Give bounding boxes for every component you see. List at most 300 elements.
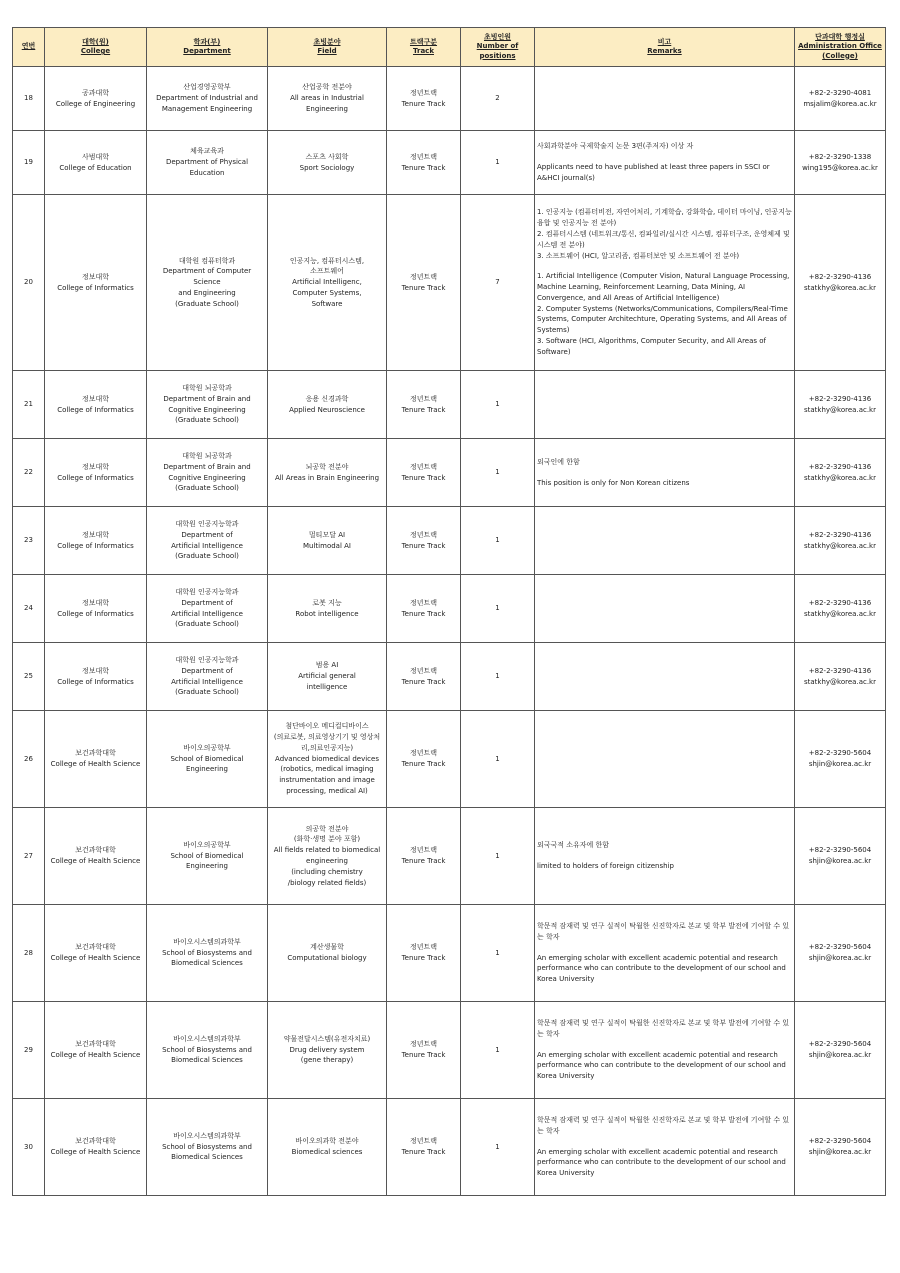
field-cell-line: 뇌공학 전분야 (305, 462, 349, 471)
field-cell-line: Software (311, 299, 343, 308)
table-row (13, 808, 886, 905)
college-cell (45, 371, 147, 439)
department-cell (147, 195, 268, 371)
remarks-cell (535, 575, 795, 643)
table-row (13, 711, 886, 808)
line-gap (537, 851, 792, 861)
row-number: 20 (13, 195, 45, 371)
field-cell-line: Computer Systems, (292, 288, 362, 297)
department-cell-line: 산업경영공학부 (183, 83, 231, 92)
department-cell (147, 507, 268, 575)
row-number: 25 (13, 643, 45, 711)
department-cell-line: Biomedical Sciences (171, 1153, 243, 1162)
field-cell (268, 1099, 387, 1196)
department-cell (147, 711, 268, 808)
department-cell-line: and Engineering (178, 288, 236, 297)
field-cell-line: intelligence (306, 682, 348, 691)
line-gap (537, 468, 792, 478)
row-number: 27 (13, 808, 45, 905)
college-cell (45, 711, 147, 808)
track-cell-line: 정년트랙 (409, 462, 438, 471)
track-cell-line: Tenure Track (401, 283, 446, 292)
remarks-cell-line: 외국국적 소유자에 한함 (537, 841, 610, 850)
college-cell (45, 808, 147, 905)
field-cell-line: /biology related fields) (287, 878, 367, 887)
college-cell (45, 195, 147, 371)
department-cell-line: (Graduate School) (175, 688, 239, 697)
track-cell-line: Tenure Track (401, 609, 446, 618)
remarks-cell-line: Applicants need to have published at least three papers in SSCI or A&HCI journal(s) (537, 163, 770, 182)
remarks-cell (535, 195, 795, 371)
positions-count-cell: 1 (461, 1002, 535, 1099)
track-cell-line: 정년트랙 (409, 88, 438, 97)
field-cell-line: Robot intelligence (295, 609, 359, 618)
department-cell-line: (Graduate School) (175, 299, 239, 308)
field-cell-line: (including chemistry (291, 867, 363, 876)
department-cell-line: 바이오시스템의과학부 (173, 1131, 241, 1140)
college-cell-line: College of Health Science (50, 954, 141, 962)
field-cell-line: All fields related to biomedical (273, 846, 381, 855)
department-cell-line: School of Biosystems and (162, 1045, 252, 1054)
field-cell-line: All Areas in Brain Engineering (274, 473, 380, 482)
track-cell-line: Tenure Track (401, 405, 446, 414)
positions-count-cell: 1 (461, 643, 535, 711)
field-cell-line: All areas in Industrial Engineering (290, 94, 364, 113)
admin-office-cell-line: statkhy@korea.ac.kr (804, 473, 876, 482)
field-cell-line: 약물전달시스템(유전자치료) (283, 1034, 371, 1043)
track-cell-line: Tenure Track (401, 760, 446, 768)
remarks-cell-line: An emerging scholar with excellent academic potential and research performance who can contribute to the development of our school and Korea University (537, 1050, 786, 1081)
admin-office-cell-line: statkhy@korea.ac.kr (804, 541, 876, 550)
college-cell (45, 575, 147, 643)
college-cell (45, 643, 147, 711)
track-cell-line: Tenure Track (401, 541, 446, 550)
field-cell-line: Artificial general (298, 672, 356, 681)
admin-office-cell-line: +82-2-3290-5604 (808, 749, 872, 758)
remarks-cell (535, 1099, 795, 1196)
field-cell-line: (의료로봇, 의료영상기기 및 영상처리,의료인공지능) (273, 733, 381, 752)
admin-office-cell-line: +82-2-3290-5604 (808, 943, 872, 952)
row-number: 24 (13, 575, 45, 643)
department-cell-line: 대학원 인공지능학과 (175, 519, 239, 528)
admin-office-cell (795, 371, 886, 439)
department-cell-line: (Graduate School) (175, 416, 239, 425)
row-number: 23 (13, 507, 45, 575)
admin-office-cell-line: shjin@korea.ac.kr (808, 760, 872, 768)
college-cell-line: College of Informatics (57, 677, 134, 686)
track-cell-line: 정년트랙 (409, 152, 438, 161)
department-cell-line: 대학원 컴퓨터학과 (178, 256, 236, 265)
table-row (13, 643, 886, 711)
college-cell-line: College of Health Science (50, 857, 141, 865)
department-cell-line: Artificial Intelligence (171, 609, 243, 618)
field-cell-line: 응용 신경과학 (305, 394, 349, 403)
table-row (13, 905, 886, 1002)
remarks-cell-line: 외국인에 한함 (537, 457, 580, 466)
admin-office-cell (795, 507, 886, 575)
field-cell-line: Computational biology (287, 954, 367, 962)
track-cell (387, 67, 461, 131)
field-cell-line: Sport Sociology (299, 163, 355, 172)
college-cell-line: 정보대학 (81, 394, 110, 403)
admin-office-cell-line: +82-2-3290-4136 (808, 530, 872, 539)
line-gap (537, 1137, 792, 1147)
admin-office-cell-line: +82-2-3290-4081 (808, 88, 872, 97)
department-cell-line: (Graduate School) (175, 552, 239, 561)
table-row (13, 371, 886, 439)
track-cell-line: Tenure Track (401, 857, 446, 865)
department-cell-line: Department of (181, 666, 233, 675)
header-track: 트랙구분 Track (387, 28, 461, 67)
table-header-row (13, 28, 886, 67)
field-cell-line: processing, medical AI) (286, 786, 368, 795)
positions-count-cell: 1 (461, 439, 535, 507)
track-cell (387, 131, 461, 195)
college-cell-line: College of Health Science (50, 1051, 141, 1059)
remarks-cell-line: 2. Computer Systems (Networks/Communications, Compilers/Real-Time Systems, Computer Architechture, Operating Systems, and All Areas of Systems) (537, 304, 788, 335)
admin-office-cell-line: +82-2-3290-1338 (808, 152, 872, 161)
admin-office-cell (795, 131, 886, 195)
remarks-cell-line: This position is only for Non Korean citizens (537, 478, 690, 487)
track-cell (387, 643, 461, 711)
track-cell-line: 정년트랙 (409, 1040, 438, 1049)
admin-office-cell-line: statkhy@korea.ac.kr (804, 405, 876, 414)
track-cell (387, 905, 461, 1002)
row-number: 21 (13, 371, 45, 439)
admin-office-cell-line: +82-2-3290-4136 (808, 394, 872, 403)
admin-office-cell-line: +82-2-3290-5604 (808, 1137, 872, 1146)
college-cell-line: 사범대학 (81, 152, 110, 161)
table-row (13, 575, 886, 643)
department-cell-line: Biomedical Sciences (171, 959, 243, 968)
college-cell-line: College of Health Science (50, 760, 141, 768)
track-cell-line: 정년트랙 (409, 943, 438, 952)
department-cell (147, 67, 268, 131)
positions-count-cell: 7 (461, 195, 535, 371)
department-cell-line: 대학원 인공지능학과 (175, 587, 239, 596)
field-cell-line: Multimodal AI (303, 541, 351, 550)
college-cell-line: 정보대학 (81, 666, 110, 675)
college-cell (45, 67, 147, 131)
remarks-cell-line: An emerging scholar with excellent academic potential and research performance who can contribute to the development of our school and Korea University (537, 953, 786, 984)
track-cell-line: Tenure Track (401, 163, 446, 172)
admin-office-cell (795, 711, 886, 808)
track-cell-line: Tenure Track (401, 99, 446, 108)
track-cell (387, 439, 461, 507)
positions-count-cell: 1 (461, 905, 535, 1002)
positions-count-cell: 1 (461, 711, 535, 808)
admin-office-cell (795, 67, 886, 131)
field-cell-line: 소프트웨어 (310, 267, 344, 276)
department-cell-line: Department of Computer Science (162, 267, 252, 287)
field-cell-line: 인공지능, 컴퓨터시스템, (289, 256, 365, 265)
positions-count-cell: 1 (461, 575, 535, 643)
department-cell-line: 대학원 뇌공학과 (182, 451, 232, 460)
remarks-cell-line: 1. 인공지능 (컴퓨터비전, 자연어처리, 기계학습, 강화학습, 데이터 마이닝, 인공지능 융합 및 인공지능 전 분야) (537, 208, 792, 228)
department-cell-line: School of Biosystems and (162, 1142, 252, 1151)
track-cell-line: Tenure Track (401, 1148, 446, 1156)
row-number: 29 (13, 1002, 45, 1099)
field-cell-line: 범용 AI (315, 661, 339, 670)
admin-office-cell-line: +82-2-3290-5604 (808, 1040, 872, 1049)
remarks-cell-line: An emerging scholar with excellent academic potential and research performance who can contribute to the development of our school and Korea University (537, 1147, 786, 1178)
admin-office-cell-line: +82-2-3290-4136 (808, 666, 872, 675)
field-cell (268, 507, 387, 575)
remarks-cell-line: 학문적 잠재력 및 연구 실적이 탁월한 신진학자로 본교 및 학부 발전에 기여할 수 있는 학자 (537, 922, 790, 941)
department-cell-line: 바이오의공학부 (183, 840, 231, 849)
department-cell-line: Department of Brain and (163, 462, 251, 471)
college-cell-line: College of Informatics (57, 283, 134, 292)
remarks-cell (535, 371, 795, 439)
remarks-cell (535, 131, 795, 195)
positions-count-cell: 2 (461, 67, 535, 131)
college-cell-line: 정보대학 (81, 462, 110, 471)
row-number: 19 (13, 131, 45, 195)
admin-office-cell-line: +82-2-3290-4136 (808, 598, 872, 607)
college-cell (45, 905, 147, 1002)
remarks-cell-line: 3. 소프트웨어 (HCI, 알고리즘, 컴퓨터보안 및 소프트웨어 전 분야) (537, 251, 740, 260)
college-cell-line: 보건과학대학 (75, 943, 116, 952)
field-cell (268, 371, 387, 439)
table-row (13, 1099, 886, 1196)
field-cell-line: 첨단바이오 메디컬디바이스 (285, 722, 369, 731)
remarks-cell (535, 67, 795, 131)
field-cell (268, 905, 387, 1002)
line-gap (537, 261, 792, 271)
college-cell (45, 1099, 147, 1196)
admin-office-cell (795, 1099, 886, 1196)
track-cell (387, 1099, 461, 1196)
admin-office-cell-line: wing195@korea.ac.kr (802, 163, 878, 172)
department-cell-line: Management Engineering (161, 104, 253, 113)
field-cell (268, 439, 387, 507)
track-cell (387, 371, 461, 439)
department-cell-line: (Graduate School) (175, 484, 239, 493)
remarks-cell (535, 711, 795, 808)
college-cell-line: 보건과학대학 (75, 749, 116, 758)
department-cell-line: Department of Industrial and (156, 94, 258, 103)
college-cell-line: College of Informatics (57, 541, 134, 550)
field-cell (268, 195, 387, 371)
positions-table (12, 27, 886, 1196)
remarks-cell-line: 학문적 잠재력 및 연구 실적이 탁월한 신진학자로 본교 및 학부 발전에 기여할 수 있는 학자 (537, 1116, 790, 1135)
department-cell (147, 808, 268, 905)
row-number: 28 (13, 905, 45, 1002)
admin-office-cell (795, 439, 886, 507)
track-cell (387, 808, 461, 905)
department-cell-line: Artificial Intelligence (171, 677, 243, 686)
track-cell-line: Tenure Track (401, 473, 446, 482)
department-cell-line: Department of Brain and (163, 394, 251, 403)
admin-office-cell-line: shjin@korea.ac.kr (808, 857, 872, 865)
positions-count-cell: 1 (461, 1099, 535, 1196)
remarks-cell-line: 1. Artificial Intelligence (Computer Vision, Natural Language Processing, Machine Learning, Reinforcement Learning, Data Mining, AI Convergence, and All Areas of Artificial Intelligence) (537, 272, 790, 302)
college-cell-line: College of Informatics (57, 405, 134, 414)
track-cell (387, 507, 461, 575)
field-cell-line: (gene therapy) (300, 1056, 354, 1065)
admin-office-cell-line: statkhy@korea.ac.kr (804, 283, 876, 292)
field-cell-line: Biomedical sciences (291, 1148, 363, 1156)
department-cell-line: Department of Physical Education (165, 158, 249, 177)
remarks-cell-line: limited to holders of foreign citizenship (537, 862, 674, 870)
college-cell-line: 정보대학 (81, 530, 110, 539)
positions-count-cell: 1 (461, 131, 535, 195)
positions-count-cell: 1 (461, 808, 535, 905)
college-cell-line: 보건과학대학 (75, 1040, 116, 1049)
department-cell (147, 905, 268, 1002)
college-cell (45, 131, 147, 195)
department-cell-line: 바이오시스템의과학부 (173, 1034, 241, 1043)
department-cell-line: 대학원 인공지능학과 (175, 655, 239, 664)
department-cell-line: 대학원 뇌공학과 (182, 383, 232, 392)
department-cell-line: Department of (181, 598, 233, 607)
admin-office-cell-line: shjin@korea.ac.kr (808, 1148, 872, 1156)
admin-office-cell-line: statkhy@korea.ac.kr (804, 677, 876, 686)
field-cell-line: Advanced biomedical devices (275, 754, 379, 763)
table-row (13, 131, 886, 195)
college-cell-line: 보건과학대학 (75, 846, 116, 855)
admin-office-cell (795, 808, 886, 905)
college-cell (45, 1002, 147, 1099)
field-cell (268, 575, 387, 643)
remarks-cell (535, 905, 795, 1002)
header-number-of-positions: 초빙인원 Number of positions (461, 28, 535, 67)
admin-office-cell (795, 905, 886, 1002)
positions-count-cell: 1 (461, 371, 535, 439)
track-cell-line: 정년트랙 (409, 749, 438, 758)
department-cell-line: 체육교육과 (190, 147, 224, 156)
department-cell-line: School of Biosystems and (162, 948, 252, 957)
field-cell-line: 스포츠 사회학 (305, 152, 349, 161)
line-gap (537, 152, 792, 162)
department-cell-line: Biomedical Sciences (171, 1056, 243, 1065)
field-cell (268, 131, 387, 195)
department-cell (147, 575, 268, 643)
field-cell (268, 643, 387, 711)
department-cell-line: School of Biomedical Engineering (170, 851, 244, 871)
admin-office-cell-line: +82-2-3290-5604 (808, 846, 872, 855)
track-cell-line: 정년트랙 (409, 598, 438, 607)
remarks-cell (535, 808, 795, 905)
college-cell-line: 보건과학대학 (75, 1137, 116, 1146)
admin-office-cell-line: +82-2-3290-4136 (808, 462, 872, 471)
department-cell-line: School of Biomedical Engineering (170, 754, 244, 774)
field-cell (268, 1002, 387, 1099)
field-cell-line: 멀티모달 AI (308, 530, 346, 539)
college-cell-line: 정보대학 (81, 272, 110, 281)
field-cell-line: engineering (306, 857, 348, 865)
field-cell-line: 바이오의과학 전분야 (295, 1137, 359, 1146)
college-cell (45, 439, 147, 507)
college-cell-line: College of Health Science (50, 1148, 141, 1156)
department-cell (147, 131, 268, 195)
field-cell-line: Artificial Intelligenc, (292, 278, 362, 287)
college-cell-line: College of Informatics (57, 609, 134, 618)
department-cell (147, 371, 268, 439)
college-cell-line: College of Education (59, 163, 132, 172)
department-cell (147, 439, 268, 507)
remarks-cell (535, 439, 795, 507)
track-cell-line: 정년트랙 (409, 394, 438, 403)
header-field: 초빙분야 Field (268, 28, 387, 67)
admin-office-cell-line: statkhy@korea.ac.kr (804, 609, 876, 618)
track-cell-line: 정년트랙 (409, 1137, 438, 1146)
track-cell-line: 정년트랙 (409, 666, 438, 675)
admin-office-cell-line: shjin@korea.ac.kr (808, 1051, 872, 1059)
header-no: 연번 (13, 28, 45, 67)
track-cell (387, 1002, 461, 1099)
header-college: 대학(원) College (45, 28, 147, 67)
field-cell (268, 711, 387, 808)
track-cell-line: Tenure Track (401, 677, 446, 686)
field-cell (268, 808, 387, 905)
table-row (13, 507, 886, 575)
admin-office-cell (795, 575, 886, 643)
remarks-cell-line: 2. 컴퓨터시스템 (네트워크/통신, 컴파일러/실시간 시스템, 컴퓨터구조, 운영체제 및 시스템 전 분야) (537, 229, 790, 249)
field-cell-line: Drug delivery system (289, 1045, 365, 1054)
department-cell-line: 바이오의공학부 (183, 743, 231, 752)
admin-office-cell-line: shjin@korea.ac.kr (808, 954, 872, 962)
remarks-cell-line: 학문적 잠재력 및 연구 실적이 탁월한 신진학자로 본교 및 학부 발전에 기여할 수 있는 학자 (537, 1019, 790, 1038)
track-cell-line: 정년트랙 (409, 530, 438, 539)
remarks-cell (535, 643, 795, 711)
remarks-cell (535, 1002, 795, 1099)
remarks-cell-line: 3. Software (HCI, Algorithms, Computer Security, and All Areas of Software) (537, 337, 767, 356)
college-cell (45, 507, 147, 575)
admin-office-cell (795, 643, 886, 711)
field-cell-line: 의공학 전분야 (305, 824, 349, 833)
field-cell-line: 산업공학 전분야 (302, 83, 352, 92)
remarks-cell (535, 507, 795, 575)
track-cell-line: Tenure Track (401, 1051, 446, 1059)
line-gap (537, 943, 792, 953)
header-remarks: 비고 Remarks (535, 28, 795, 67)
department-cell-line: Department of (181, 530, 233, 539)
field-cell-line: (화학·생명 분야 포함) (293, 835, 361, 844)
remarks-cell-line: 사회과학분야 국제학술지 논문 3편(주저자) 이상 자 (537, 142, 694, 151)
track-cell-line: 정년트랙 (409, 272, 438, 281)
field-cell (268, 67, 387, 131)
track-cell-line: 정년트랙 (409, 846, 438, 855)
field-cell-line: 계산생물학 (310, 943, 344, 952)
department-cell (147, 643, 268, 711)
row-number: 30 (13, 1099, 45, 1196)
department-cell (147, 1099, 268, 1196)
admin-office-cell-line: msjalim@korea.ac.kr (803, 99, 877, 108)
college-cell-line: 정보대학 (81, 598, 110, 607)
table-row (13, 67, 886, 131)
track-cell (387, 575, 461, 643)
track-cell (387, 711, 461, 808)
department-cell-line: 바이오시스템의과학부 (173, 937, 241, 946)
department-cell-line: Cognitive Engineering (168, 405, 246, 414)
table-row (13, 439, 886, 507)
field-cell-line: 로봇 지능 (312, 598, 342, 607)
table-row (13, 195, 886, 371)
positions-count-cell: 1 (461, 507, 535, 575)
row-number: 22 (13, 439, 45, 507)
line-gap (537, 1040, 792, 1050)
row-number: 18 (13, 67, 45, 131)
department-cell-line: Cognitive Engineering (168, 473, 246, 482)
track-cell-line: Tenure Track (401, 954, 446, 962)
table-row (13, 1002, 886, 1099)
college-cell-line: College of Informatics (57, 473, 134, 482)
admin-office-cell (795, 1002, 886, 1099)
field-cell-line: (robotics, medical imaging (280, 765, 374, 774)
department-cell-line: (Graduate School) (175, 620, 239, 629)
track-cell (387, 195, 461, 371)
